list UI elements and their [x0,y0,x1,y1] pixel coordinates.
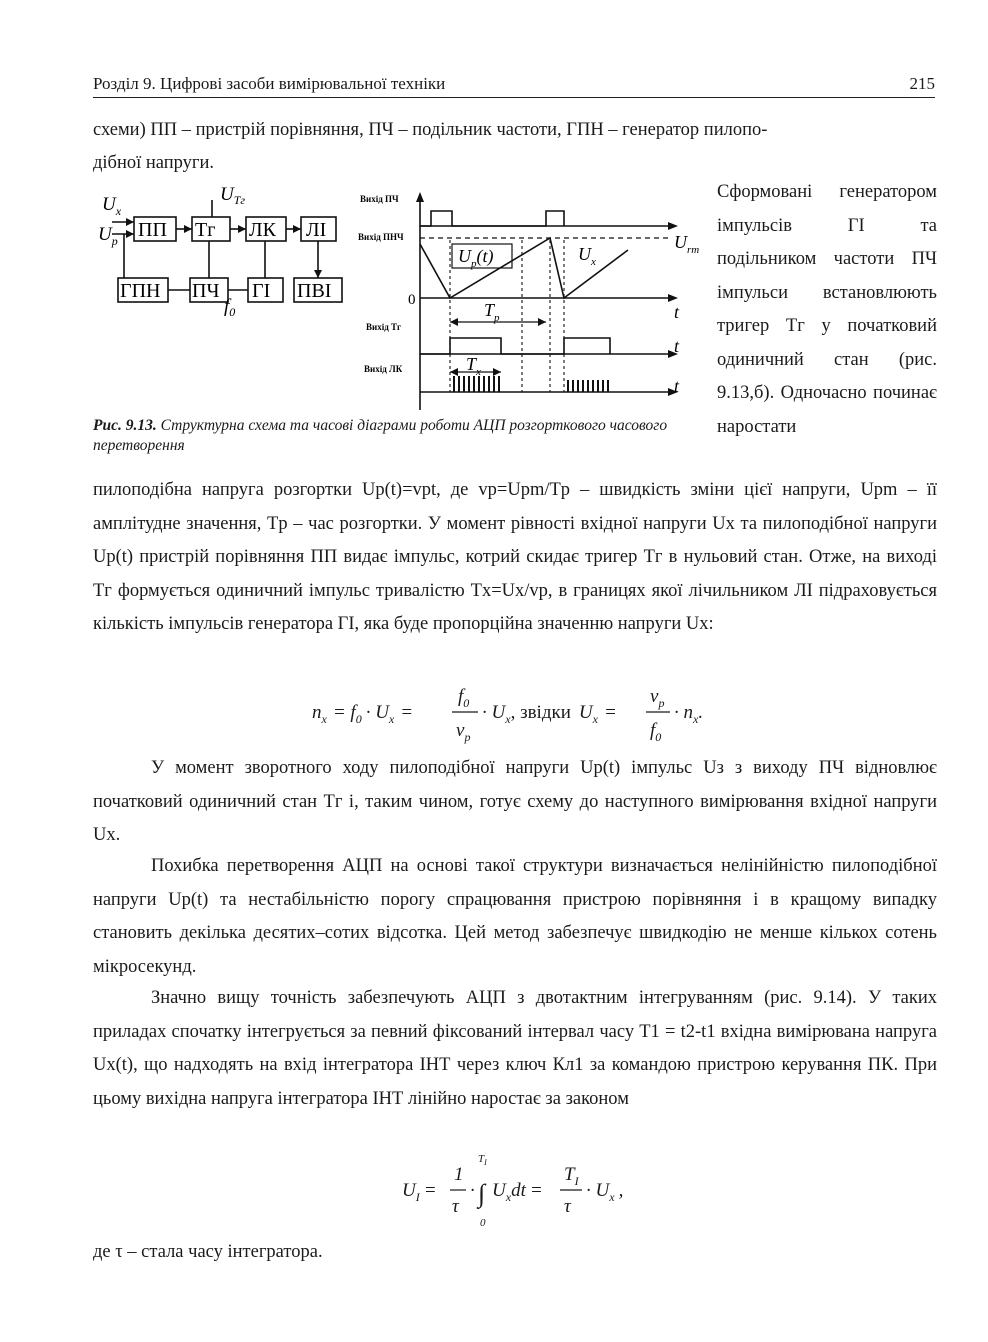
label-t-3: t [674,376,680,396]
svg-text:· Ux,: · $U_x$ , [586,1180,624,1204]
paragraph-3: Похибка перетворення АЦП на основі такої структури визначається нелінійністю пилоподібної напруги Up(t) та нестабільністю порогу спрацювання пристрою порівняння і в кращому випадку становить декілька десятих–сотих відсотка. Цей метод забезпечує швидкодію не менше кількох сотень мікросекунд. [93,856,937,977]
label-li: ЛІ [306,219,327,241]
paragraph-4: Значно вищу точність забезпечують АЦП з двотактним інтегруванням (рис. 9.14). У таких приладах спочатку інтегрується за певний фіксований інтервал часу T1 = t2-t1 вхідна вимірювана напруга Ux(t), що надходять на вхід інтегратора ІНТ через ключ Кл1 за командою пристрою керування ПК. При цьому вихідна напруга інтегратора ІНТ лінійно наростає за законом [93,988,937,1109]
timing-diagrams [420,194,672,410]
svg-text:· Ux, звідкиUx=: · $U_x$, звідки $U_x$ = [482,702,617,726]
label-lk: ЛК [249,219,276,241]
caption-text: Структурна схема та часові діаграми роботи АЦП розгорткового часового перетворення [93,417,668,454]
label-pp: ПП [138,219,167,241]
label-upt: $U_p(t)$ [458,246,494,270]
page-number: 215 [909,74,935,93]
svg-text:0: 0 [480,1217,486,1229]
signal-f0: $f_0$ [224,296,236,319]
header-rule [93,97,935,98]
svg-text:TI: $T_I$ [478,1153,487,1167]
svg-text:f0: $f_0$ [458,686,470,710]
paragraph-1: пилоподібна напруга розгортки Up(t)=vpt, де vp=Upm/Tp – швидкість зміни цієї напруги, Upm – її амплітудне значення, Tp – час розгортки. У момент рівності вхідної напруги Ux та пилоподібної напруги Up(t) пристрій порівняння ПП видає імпульс, котрий скидає тригер Тг в нульовий стан. Отже, на виході Тг формується одиничний імпульс тривалістю Tx=Ux/vp, в границях якої лічильником ЛІ підраховується кількість імпульсів генератора ГІ, яка буде пропорційна значенню напруги Ux: [93,480,937,634]
side-text: Сформовані генератором імпульсів ГІ та подільником частоти ПЧ імпульси встановлюють тригер Тг у початковий одиничний стан (рис. 9.13,б). Одночасно починає наростати [717,182,937,437]
label-tg: Тг [195,219,216,241]
label-t-1: t [674,302,680,322]
intro-line-1: схеми) ПП – пристрій порівняння, ПЧ – подільник частоти, ГПН – генератор пилопо- [93,120,768,140]
label-ux: $U_x$ [578,244,596,268]
block-labels [120,219,331,302]
signal-utg: $U_{Тг}$ [220,184,246,207]
label-tx: $T_x$ [466,354,481,378]
label-gi: ГІ [252,280,271,302]
svg-text:f0: $f_0$ [650,720,662,744]
footer-line: де τ – стала часу інтегратора. [93,1242,323,1262]
svg-text:TI: $T_I$ [564,1164,579,1188]
svg-text:· nx.: · $n_x$. [674,702,704,726]
caption-number: Рис. 9.13. [93,417,157,434]
svg-text:vp: $v_p$ [650,686,665,710]
svg-text:UI=: $U_I$ = [402,1180,437,1204]
label-gpn: ГПН [120,280,161,302]
svg-text:τ: τ [452,1196,459,1217]
svg-text:·: · [470,1180,475,1201]
lk-pulses [454,376,608,392]
label-pvi: ПВІ [297,280,332,302]
figure-caption [93,416,708,456]
label-tp: $T_p$ [484,300,500,324]
label-out-pch: Вихід ПЧ [360,194,399,204]
svg-text:τ: τ [564,1196,571,1217]
label-urm: $U_{rm}$ [674,232,700,256]
label-pch: ПЧ [192,280,220,302]
label-out-tg: Вихід Тг [366,322,402,332]
svg-text:∫: ∫ [478,1179,486,1208]
svg-text:1: 1 [454,1164,464,1185]
svg-text:nx= f0· Ux=: $n_x = f_0 \cdot U_x$ = [312,702,414,726]
figure-9-13 [88,180,716,416]
svg-text:vp: $v_p$ [456,720,471,744]
label-t-2: t [674,336,680,356]
paragraph-2: У момент зворотного ходу пилоподібної напруги Up(t) імпульс Uз з виходу ПЧ відновлює початковий одиничний стан Тг і, таким чином, готує схему до наступного вимірювання вхідної напруги Ux. [93,758,937,845]
formula-nx [312,680,732,744]
chapter-title: Розділ 9. Цифрові засоби вимірювальної техніки [93,74,446,93]
formula-ui [402,1150,662,1234]
label-out-pnch: Вихід ПНЧ [358,232,404,242]
signal-ux: $U_x$ [102,194,122,218]
label-out-lk: Вихід ЛК [364,364,403,374]
intro-line-2: дібної напруги. [93,153,215,173]
svg-text:Uxdt=: $U_xdt$ = [492,1180,543,1204]
running-header [93,72,935,98]
label-zero: 0 [408,292,416,308]
timing-labels [358,194,404,374]
signal-up: $U_p$ [98,224,118,248]
